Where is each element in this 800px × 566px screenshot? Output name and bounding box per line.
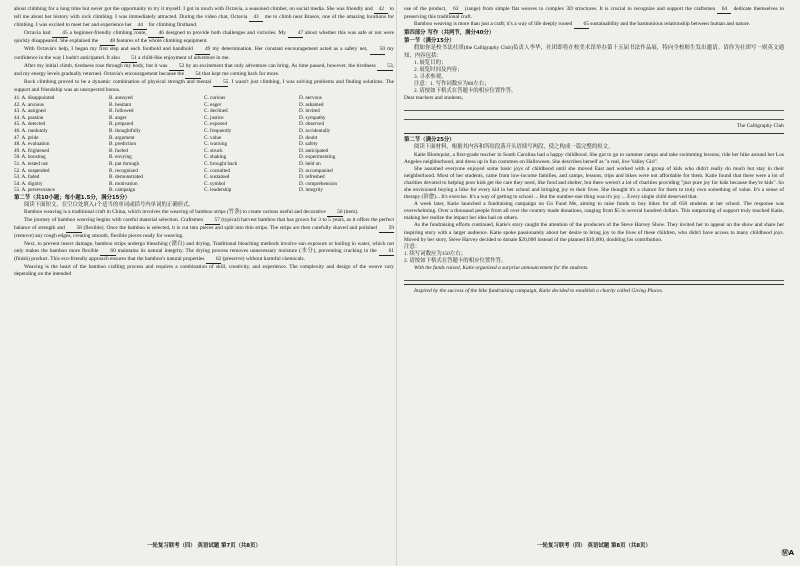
option-cell: C. curious xyxy=(204,95,226,102)
writing-s1-item: 2. 展览时间及内容； xyxy=(414,66,463,73)
option-row xyxy=(14,174,394,181)
answer-blank: 59 xyxy=(379,225,394,233)
story-paragraph: Katie Blomquist, a first-grade teacher in South Carolina had a happy childhood. She got to go to summer camps and take swimming lessons, ride her bike around her Los Angeles neighborhood, and dress up in fun costumes on Halloween. She describes herself as "a real, live Valley Girl". xyxy=(404,151,784,165)
section2-instructions: 阅读下面短文，在空白处填入1个适当的单词或括号内单词的正确形式。 xyxy=(24,202,194,209)
answer-line xyxy=(404,272,784,281)
writing-s1-note: 注意：1. 写作词数应为80左右； xyxy=(414,80,490,87)
option-cell: 54. A. dignity xyxy=(14,180,43,187)
answer-blank: 62 xyxy=(206,256,221,264)
section2-header: 第二节（共10小题；每小题1.5分，满分15分） xyxy=(14,194,131,201)
answer-blank: 42 xyxy=(374,6,388,14)
option-cell: 41. A. disappointed xyxy=(14,95,55,102)
answer-line xyxy=(404,111,784,120)
option-row xyxy=(14,115,394,122)
option-cell: 50. A. boosting xyxy=(14,154,46,161)
option-cell: 51. A. tested out xyxy=(14,160,48,167)
option-cell: D. safety xyxy=(299,141,318,148)
answer-blank: 52 xyxy=(169,63,184,71)
option-cell: 47. A. pride xyxy=(14,134,39,141)
answer-blank: 58 xyxy=(66,225,81,233)
option-row xyxy=(14,168,394,175)
option-cell: B. campaign xyxy=(109,187,136,194)
option-cell: D. accompanied xyxy=(299,167,333,174)
story-paragraph: She assumed everyone enjoyed some basic joys of childhood until she moved East and worked with a group of kids who didn't really do much but stay in their neighborhood. Most of her students, came from low-income families, and camps, lessons, trips and bikes were not affordable for them. Katie found that there were a lot of charities devoted to helping poor kids get the care they need, like food and shelter, but there weren't a lot of charities providing "just pure joy for kids because they're kids". So she envisioned buying a bike for every kid in her school and bringing joy to their lives. She thought it's a chance for them to truly own something of value. It's a sense of therapy (治愈)... It's exercise. It's a way of getting to school ... But the number-one thing was it's joy ... Every single child deserved that. xyxy=(404,165,784,201)
answer-blank: 46 xyxy=(148,30,163,38)
cloze-passage xyxy=(14,6,394,94)
option-cell: D. experimenting xyxy=(299,154,336,161)
option-cell: D. held on xyxy=(299,160,321,167)
option-row xyxy=(14,108,394,115)
option-row xyxy=(14,161,394,168)
answer-blank: 61 xyxy=(379,248,394,256)
option-cell: C. value xyxy=(204,134,222,141)
option-row xyxy=(14,102,394,109)
option-row xyxy=(14,148,394,155)
page-footer: 一轮复习联考（四） 英语试题 第7页（共8页） xyxy=(147,542,261,549)
option-cell: C. leadership xyxy=(204,187,232,194)
answer-blank: 54 xyxy=(185,71,200,79)
grammar-passage xyxy=(14,209,394,278)
part4-header: 第四部分 写作（共两节，满分40分） xyxy=(404,30,495,37)
answer-blank: 57 xyxy=(205,217,220,225)
option-cell: 55. A. perseverance xyxy=(14,187,55,194)
option-cell: D. refreshed xyxy=(299,174,325,181)
grammar-paragraph: Bamboo weaving is more than just a craft; it's a way of life deeply rooted 65 sustainability and the harmonious relationship between human and nature. xyxy=(404,21,784,29)
answer-blank: 47 xyxy=(288,30,303,38)
option-cell: 45. A. detected xyxy=(14,121,46,128)
option-row xyxy=(14,181,394,188)
page-7 xyxy=(14,6,394,554)
option-cell: D. doubt xyxy=(299,134,318,141)
corner-logo: ⓌA xyxy=(781,549,794,557)
grammar-paragraph: Weaving is the heart of the bamboo crafting process and requires a combination of skill, creativity, and experience. The complexity and design of the weave vary depending on the intended xyxy=(14,263,394,277)
option-cell: B. argument xyxy=(109,134,135,141)
cloze-paragraph: With Octavia's help, I began my first step and each foothold and handhold 49 my determination. Her constant encouragement acted as a safety net, 50 my confidence in the way I hadn't anticipated. It also 51 a child-like enjoyment of adventure in me. xyxy=(14,46,394,62)
option-cell: B. thoughtfully xyxy=(109,128,141,134)
answer-blank: 56 xyxy=(327,209,342,217)
option-cell: D. accidentally xyxy=(299,128,331,134)
grammar-paragraph: use of the product, 63 (range) from simple flat weaves to complex 3D structures. It is crucial to recognize and support the craftsmen 64 dedicate themselves to preserving this traditional craft. xyxy=(404,6,784,21)
option-cell: 42. A. anxious xyxy=(14,101,44,108)
cloze-options-table xyxy=(14,95,394,194)
option-row xyxy=(14,135,394,142)
option-cell: D. anticipated xyxy=(299,147,329,154)
writing-s2-header: 第二节（满分25分） xyxy=(404,137,455,144)
writing-s1-item: 3. 寻求参观。 xyxy=(414,73,447,80)
cloze-paragraph: about climbing for a long time but never got the opportunity to try it myself. I got in touch with Octavia, a seasoned climber, on social media. She was friendly and 42 to tell me about her history with rock climbing. I was immediately attracted. During the video chat, Octavia 43 me to climb near Brasov, one of the amazing locations for climbing. I was excited to meet her and experience her 44 for climbing firsthand. xyxy=(14,6,394,30)
answer-blank: 43 xyxy=(249,14,263,22)
option-cell: C. justice xyxy=(204,114,224,121)
answer-blank: 64 xyxy=(717,6,731,14)
option-cell: 44. A. passion xyxy=(14,114,44,121)
writing-s1-note: 2. 请按如下格式在答题卡的相应位置作答。 xyxy=(414,88,517,95)
option-cell: 49. A. frightened xyxy=(14,147,50,154)
option-cell: C. brought back xyxy=(204,160,238,167)
grammar-paragraph: The journey of bamboo weaving begins with careful material selection. Craftsmen 57 (typical) harvest bamboo that has grown for 3 to 5 years, as it offers the perfect balance of strength and 58 (flexible). Once the bamboo is selected, it is cut into pieces and split into thin strips. The strips are then carefully shaved and polished 59 (remove) any rough edges, creating smooth, flexible pieces ready for weaving. xyxy=(14,217,394,240)
story-paragraph: A week later, Katie launched a fundraising campaign on Go Fund Me, aiming to raise funds to buy bikes for all 650 students at her school. The response was overwhelming. Over a thousand people from all over the country made donations, ranging from $5 to several hundred dollars. This outpouring of support truly touched Katie, making her realize the impact her idea had on others. xyxy=(404,201,784,222)
option-cell: 48. A. evaluation xyxy=(14,141,50,148)
page-8 xyxy=(404,6,784,554)
answer-blank: 60 xyxy=(100,248,115,256)
option-cell: C. sustained xyxy=(204,174,230,181)
option-cell: D. nervous xyxy=(299,95,322,102)
answer-blank: 44 xyxy=(133,22,147,30)
cloze-paragraph: Rock climbing proved to be a dynamic combination of physical strength and mental 55. I wasn't just climbing, I was solving problems and finding solutions. The support and friendship was an unexpected bonus. xyxy=(14,78,394,93)
grammar-paragraph: Bamboo weaving is a traditional craft in China, which involves the weaving of bamboo strips (竹条) to create various useful and decorative 56 (item). xyxy=(14,209,394,217)
option-cell: 52. A. suspended xyxy=(14,167,50,174)
option-cell: 53. A. faded xyxy=(14,174,40,181)
continuation-prompt-1: With the funds raised, Katie organized a surprise announcement for the students. xyxy=(414,265,589,271)
option-row xyxy=(14,128,394,135)
option-cell: D. ashamed xyxy=(299,101,324,108)
option-cell: C. shaking xyxy=(204,154,227,161)
divider xyxy=(404,133,784,134)
option-cell: B. fueled xyxy=(109,147,129,154)
grammar-paragraph: Next, to prevent insect damage, bamboo strips undergo bleaching (漂白) and drying. Traditional bleaching methods involve sun exposure or boiling in water, which not only makes the bamboo more flexible 60 maintains its natural integrity. The drying process removes unnecessary moisture (水分), preventing cracking in the 61 (finish) product. This eco-friendly approach ensures that the bamboo's natural properties 62 (preserve) without harmful chemicals. xyxy=(14,241,394,264)
story-passage xyxy=(404,152,784,244)
option-cell: C. eager xyxy=(204,101,222,108)
option-cell: B. anger xyxy=(109,114,127,121)
option-cell: B. hesitant xyxy=(109,101,132,108)
option-cell: C. exposed xyxy=(204,121,228,128)
option-cell: B. put through xyxy=(109,160,140,167)
option-cell: D. sympathy xyxy=(299,114,326,121)
option-row xyxy=(14,187,394,194)
writing-s2-instructions: 阅读下面材料，根据其内容和所给段落开头语续写两段，使之构成一篇完整的短文。 xyxy=(414,144,614,151)
option-cell: 46. A. randomly xyxy=(14,128,48,134)
answer-blank: 53 xyxy=(377,63,392,71)
option-cell: B. motivation xyxy=(109,180,138,187)
page-fold xyxy=(396,0,397,566)
page-footer: 一轮复习联考（四） 英语试题 第8页（共8页） xyxy=(537,542,651,549)
option-row xyxy=(14,121,394,128)
answer-blank: 63 xyxy=(449,6,463,14)
option-cell: C. consulted xyxy=(204,167,230,174)
option-cell: C. struck xyxy=(204,147,223,154)
continuation-prompt-2: Inspired by the success of the bike fundraising campaign, Katie decided to establish a charity called Giving Places. xyxy=(414,288,664,295)
option-row xyxy=(14,95,394,102)
notes-item: 1. 续写词数应为150左右； xyxy=(404,250,466,257)
divider xyxy=(404,284,784,285)
answer-blank: 49 xyxy=(195,46,210,54)
writing-s1-header: 第一节（满分15分） xyxy=(404,38,455,45)
option-cell: D. invited xyxy=(299,108,320,115)
answer-blank: 65 xyxy=(574,21,589,29)
writing-s1-item: 1. 展览目的； xyxy=(414,59,447,66)
option-row xyxy=(14,154,394,161)
option-cell: 43. A. assigned xyxy=(14,108,46,115)
option-cell: B. prepared xyxy=(109,121,134,128)
cloze-paragraph: After my initial climb, tiredness rose through my body, but it was 52 by an excitement that only adventure can bring. As time passed, however, the tiredness 53, and my energy levels gradually returned. Octavia's encouragement because the 54 that kept me coming back for more. xyxy=(14,63,394,79)
option-cell: D. observed xyxy=(299,121,325,128)
cloze-paragraph: Octavia had 45 a beginner-friendly climbing route, 46 designed to provide both challenges and victories. My 47 about whether this was safe or not were quickly disappeared. She explained the 48 features of the whole climbing equipment. xyxy=(14,30,394,46)
option-cell: C. warning xyxy=(204,141,228,148)
option-cell: B. envying xyxy=(109,154,132,161)
answer-blank: 51 xyxy=(121,55,136,63)
answer-blank: 50 xyxy=(370,46,385,54)
option-cell: B. prediction xyxy=(109,141,137,148)
answer-blank: 55 xyxy=(213,79,228,87)
story-paragraph: As the fundraising efforts continued, Katie's story caught the attention of the producers of the Steve Harvey Show. They invited her to appear on the show and share her inspiring story with a larger audience. Katie spoke passionately about her desire to bring joy to the lives of these children, who didn't have access to many childhood joys. Moved by her story, Steve Harvey decided to donate $20,000 instead of the planned $10,000, doubling his contribution. xyxy=(404,222,784,243)
answer-line xyxy=(404,102,784,111)
option-cell: C. symbol xyxy=(204,180,226,187)
notes-title: 注意： xyxy=(404,243,421,250)
option-cell: C. frequently xyxy=(204,128,232,134)
option-cell: C. declined xyxy=(204,108,228,115)
writing-s1-instructions: 假如你是校书法社团(the Calligraphy Club)负责人李华，社团即将在校美术馆举办第十五届书法作品展，特向全校师生发出邀请。请你为社团写一则英文通知，内容包括： xyxy=(404,45,784,59)
answer-blank: 48 xyxy=(100,38,115,46)
option-row xyxy=(14,141,394,148)
signature: The Calligraphy Club xyxy=(736,123,784,130)
option-cell: D. integrity xyxy=(299,187,323,194)
option-cell: B. demonstrated xyxy=(109,174,143,181)
option-cell: D. comprehension xyxy=(299,180,338,187)
salutation: Dear teachers and students, xyxy=(404,95,463,102)
option-cell: B. annoyed xyxy=(109,95,133,102)
option-cell: B. followed xyxy=(109,108,134,115)
notes-item: 2. 请按如下格式在答题卡的相应位置作答。 xyxy=(404,257,507,264)
option-cell: B. recognized xyxy=(109,167,138,174)
answer-blank: 45 xyxy=(52,30,67,38)
